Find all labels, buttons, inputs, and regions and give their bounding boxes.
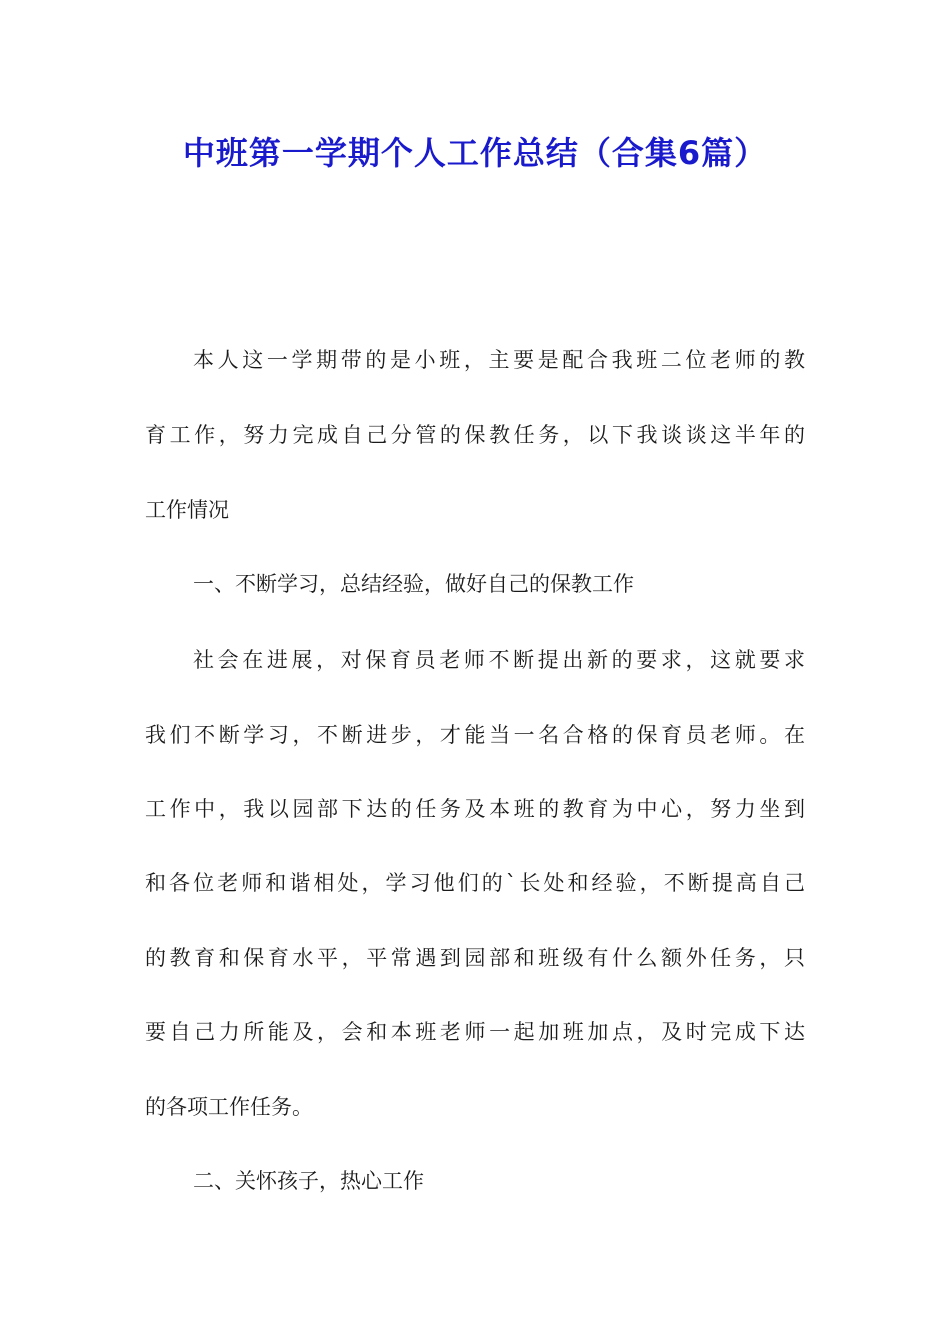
paragraph-line: 和各位老师和谐相处，学习他们的`长处和经验，不断提高自己 <box>145 871 805 895</box>
section-heading: 一、不断学习，总结经验，做好自己的保教工作 <box>193 572 634 596</box>
section-heading: 二、关怀孩子，热心工作 <box>193 1169 424 1193</box>
paragraph-line: 我们不断学习，不断进步，才能当一名合格的保育员老师。在 <box>145 723 805 747</box>
paragraph-line: 育工作，努力完成自己分管的保教任务，以下我谈谈这半年的 <box>145 423 805 447</box>
paragraph-line: 的教育和保育水平，平常遇到园部和班级有什么额外任务，只 <box>145 946 805 970</box>
paragraph-line: 本人这一学期带的是小班，主要是配合我班二位老师的教 <box>193 348 805 372</box>
paragraph-line: 要自己力所能及，会和本班老师一起加班加点，及时完成下达 <box>145 1020 805 1044</box>
paragraph-line: 工作中，我以园部下达的任务及本班的教育为中心，努力坐到 <box>145 797 805 821</box>
paragraph-line: 社会在进展，对保育员老师不断提出新的要求，这就要求 <box>193 648 805 672</box>
paragraph-line: 的各项工作任务。 <box>145 1095 313 1119</box>
paragraph-line: 工作情况 <box>145 498 229 522</box>
document-title: 中班第一学期个人工作总结（合集6篇） <box>182 134 768 172</box>
